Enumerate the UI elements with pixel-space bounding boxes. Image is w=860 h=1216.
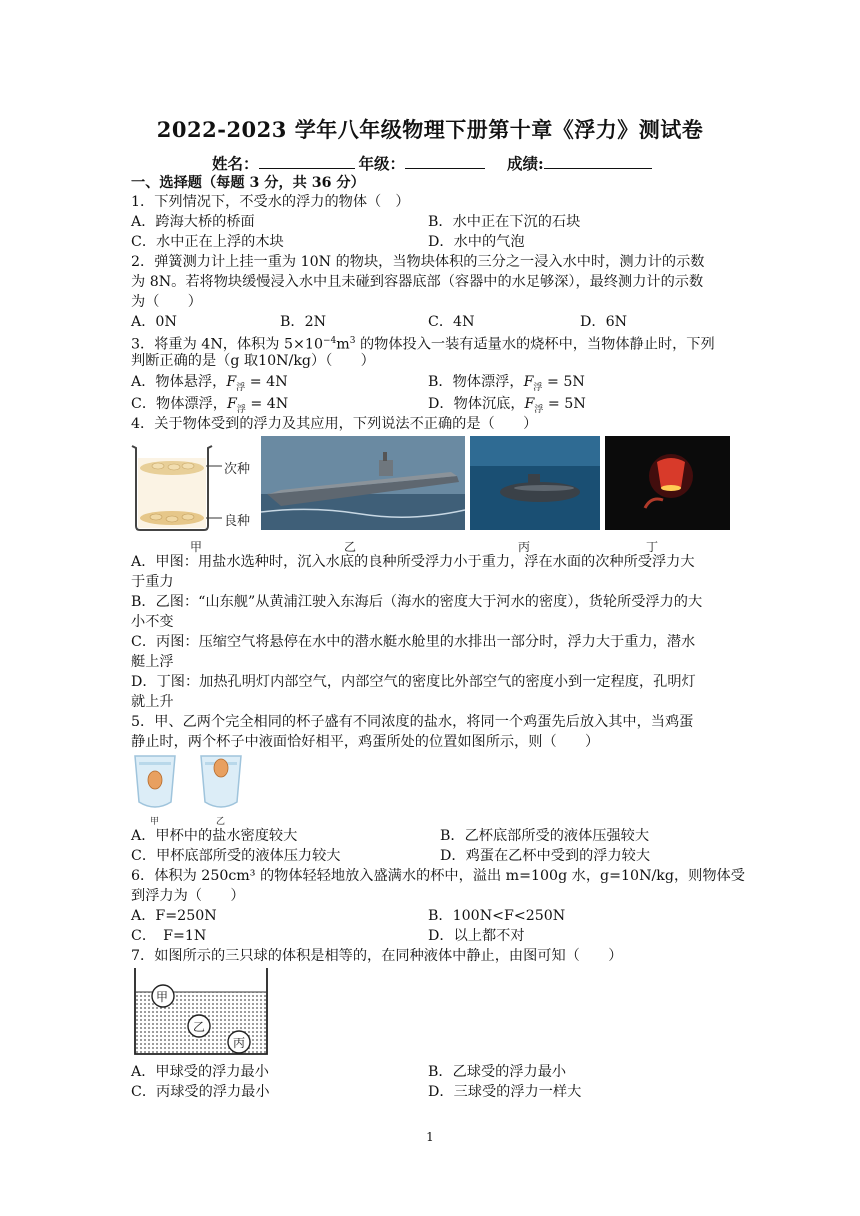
caption-yi: 乙 [344,540,357,554]
grade-blank[interactable] [405,154,485,169]
q5-option-d[interactable]: D．鸡蛋在乙杯中受到的浮力较大 [440,848,651,864]
q7-option-d[interactable]: D．三球受的浮力一样大 [428,1084,582,1100]
q5-stem-1: 5．甲、乙两个完全相同的杯子盛有不同浓度的盐水，将同一个鸡蛋先后放入其中，当鸡蛋 [131,714,694,730]
q3-a-value: = 4N [249,374,288,390]
q6-stem-2: 到浮力为（ ） [131,888,245,904]
q4-option-b-1[interactable]: B．乙图：“山东舰”从黄浦江驶入东海后（海水的密度大于河水的密度），货轮所受浮力的大 [131,594,703,610]
page-title: 2022-2023 学年八年级物理下册第十章《浮力》测试卷 [156,117,704,142]
ball-yi-label: 乙 [193,1020,206,1034]
q2-stem-2: 为 8N。若将物块缓慢浸入水中且未碰到容器底部（容器中的水足够深），最终测力计的示数 [131,274,704,290]
q1-option-b[interactable]: B．水中正在下沉的石块 [428,214,581,230]
egg-cups-figure [131,752,251,814]
three-balls-container-figure [131,966,271,1058]
q4-option-d-2: 就上升 [131,694,174,710]
q4-option-c-2: 艇上浮 [131,654,174,670]
force-subscript: 浮 [533,382,543,393]
q1-option-d[interactable]: D．水中的气泡 [428,234,525,250]
force-symbol: F [226,374,237,390]
name-blank[interactable] [259,154,355,169]
q4-stem: 4．关于物体受到的浮力及其应用，下列说法不正确的是（ ） [131,416,538,432]
q5-option-a[interactable]: A．甲杯中的盐水密度较大 [131,828,298,844]
q5-stem-2: 静止时，两个杯子中液面恰好相平，鸡蛋所处的位置如图所示，则（ ） [131,734,600,750]
q3-d-force [524,396,544,415]
q2-option-b[interactable]: B．2N [280,314,327,330]
q3-stem-part-d: 的物体投入一装有适量水的烧杯中，当物体静止时，下列 [355,336,715,353]
q7-option-a[interactable]: A．甲球受的浮力最小 [131,1064,269,1080]
q3-volume-base: 5×10 [284,336,323,353]
label-good-seed: 良种 [224,514,251,529]
force-subscript: 浮 [236,382,246,393]
caption-cup-yi: 乙 [216,817,226,827]
q1-stem: 1．下列情况下，不受水的浮力的物体（ ） [131,194,410,210]
q7-option-b[interactable]: B．乙球受的浮力最小 [428,1064,567,1080]
label-inferior-seed: 次种 [224,462,251,477]
student-info-line [212,152,656,174]
q3-stem-2: 判断正确的是（g 取10N/kg）（ ） [131,353,375,369]
q3-d-value: = 5N [547,396,586,412]
q7-stem: 7．如图所示的三只球的体积是相等的，在同种液体中静止，由图可知（ ） [131,948,623,964]
q6-stem-1: 6．体积为 250cm³ 的物体轻轻地放入盛满水的杯中，溢出 m=100g 水，g=10N/kg，则物体受 [131,868,745,884]
q3-volume-unit: m [336,336,350,353]
name-label: 姓名： [212,154,259,173]
q7-option-c[interactable]: C．丙球受的浮力最小 [131,1084,270,1100]
grade-label: 年级： [358,154,406,173]
q3-stem-part-a: 3．将重为 4N，体积为 [131,336,284,353]
aircraft-carrier-figure [261,436,465,530]
q6-option-d[interactable]: D．以上都不对 [428,928,525,944]
section-heading: 一、选择题（每题 3 分，共 36 分） [131,175,365,191]
caption-ding: 丁 [646,540,659,554]
caption-jia: 甲 [190,540,203,554]
q3-a-text: A．物体悬浮， [131,374,227,390]
q3-c-text: C．物体漂浮， [131,396,227,412]
q6-option-b[interactable]: B．100N<F<250N [428,908,566,924]
force-subscript: 浮 [236,404,246,415]
ball-bing-label: 丙 [233,1036,246,1050]
q3-d-text: D．物体沉底， [428,396,525,412]
force-symbol: F [226,396,237,412]
q3-b-value: = 5N [546,374,585,390]
q4-option-a-1[interactable]: A．甲图：用盐水选种时，沉入水底的良种所受浮力小于重力，浮在水面的次种所受浮力大 [131,554,695,570]
q4-option-d-1[interactable]: D．丁图：加热孔明灯内部空气，内部空气的密度比外部空气的密度小到一定程度，孔明灯 [131,674,696,690]
score-blank[interactable] [544,154,652,169]
score-label: 成绩: [507,154,544,173]
q3-b-text: B．物体漂浮， [428,374,524,390]
q2-stem-3: 为（ ） [131,294,202,310]
q3-c-force [226,396,246,415]
q3-a-force [226,374,246,393]
ball-jia-label: 甲 [156,990,169,1004]
q6-option-c[interactable]: C． F=1N [131,928,207,944]
q3-volume-unit-exp: 3 [349,336,356,346]
submarine-figure [470,436,600,530]
caption-cup-jia: 甲 [150,817,160,827]
force-subscript: 浮 [534,404,544,415]
q4-option-b-2: 小不变 [131,614,174,630]
sky-lantern-figure [605,436,730,530]
q4-option-c-1[interactable]: C．丙图：压缩空气将悬停在水中的潜水艇水舱里的水排出一部分时，浮力大于重力，潜水 [131,634,696,650]
q2-option-d[interactable]: D．6N [580,314,628,330]
q5-option-b[interactable]: B．乙杯底部所受的液体压强较大 [440,828,650,844]
page-number: 1 [426,1130,434,1144]
q2-option-a[interactable]: A．0N [131,314,177,330]
q1-option-a[interactable]: A．跨海大桥的桥面 [131,214,255,230]
q3-c-value: = 4N [250,396,289,412]
q6-option-a[interactable]: A．F=250N [131,908,217,924]
q3-b-force [523,374,543,393]
q2-stem-1: 2．弹簧测力计上挂一重为 10N 的物块，当物块体积的三分之一浸入水中时，测力计的示数 [131,254,705,270]
q4-option-a-2: 于重力 [131,574,174,590]
q1-option-c[interactable]: C．水中正在上浮的木块 [131,234,284,250]
q3-volume-exp: −4 [322,336,337,346]
force-symbol: F [523,374,534,390]
q5-option-c[interactable]: C．甲杯底部所受的液体压力较大 [131,848,341,864]
force-symbol: F [524,396,535,412]
q2-option-c[interactable]: C．4N [428,314,475,330]
caption-bing: 丙 [518,540,531,554]
